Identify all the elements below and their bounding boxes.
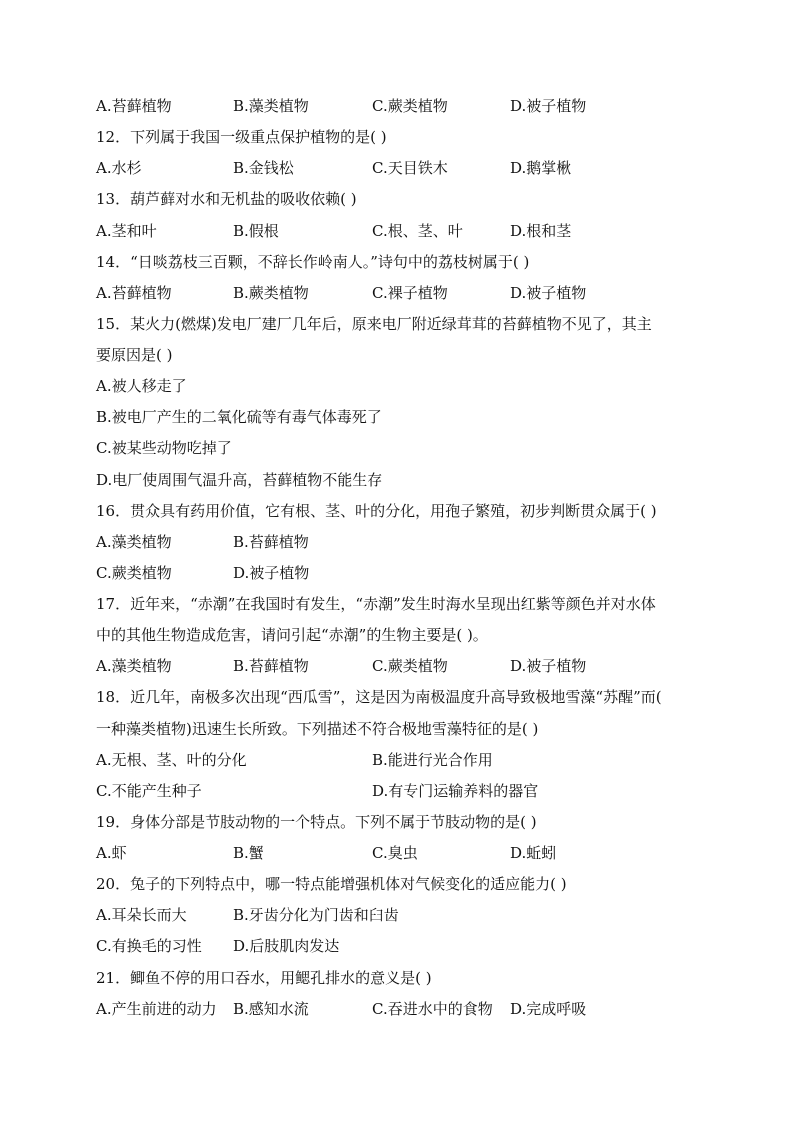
q12-option-c[interactable]: C.天目铁木 — [372, 159, 448, 177]
q13-option-d[interactable]: D.根和茎 — [510, 222, 572, 240]
q18-stem-line-1: 18．近几年，南极多次出现“西瓜雪”，这是因为南极温度升高导致极地雪藻“苏醒”而( — [96, 688, 662, 706]
q20-stem: 20．兔子的下列特点中，哪一特点能增强机体对气候变化的适应能力( ) — [96, 875, 567, 893]
q21-option-a[interactable]: A.产生前进的动力 — [96, 1000, 217, 1018]
q12-stem: 12．下列属于我国一级重点保护植物的是( ) — [96, 128, 387, 146]
q18-option-d[interactable]: D.有专门运输养料的器官 — [372, 782, 539, 800]
q14-stem: 14．“日啖荔枝三百颗，不辞长作岭南人。”诗句中的荔枝树属于( ) — [96, 253, 530, 271]
q21-option-c[interactable]: C.吞进水中的食物 — [372, 1000, 493, 1018]
q14-option-b[interactable]: B.蕨类植物 — [233, 284, 309, 302]
q13-option-c[interactable]: C.根、茎、叶 — [372, 222, 463, 240]
q21-option-d[interactable]: D.完成呼吸 — [510, 1000, 587, 1018]
q20-option-d[interactable]: D.后肢肌肉发达 — [233, 937, 340, 955]
q11-option-b[interactable]: B.藻类植物 — [233, 97, 309, 115]
q13-stem: 13．葫芦藓对水和无机盐的吸收依赖( ) — [96, 190, 357, 208]
q18-option-a[interactable]: A.无根、茎、叶的分化 — [96, 751, 247, 769]
q12-option-d[interactable]: D.鹅掌楸 — [510, 159, 572, 177]
q14-option-c[interactable]: C.裸子植物 — [372, 284, 448, 302]
q15-option-b[interactable]: B.被电厂产生的二氧化硫等有毒气体毒死了 — [96, 408, 382, 426]
q16-option-a[interactable]: A.藻类植物 — [96, 533, 172, 551]
q17-option-d[interactable]: D.被子植物 — [510, 657, 587, 675]
q18-option-b[interactable]: B.能进行光合作用 — [372, 751, 493, 769]
q17-option-c[interactable]: C.蕨类植物 — [372, 657, 448, 675]
q14-option-d[interactable]: D.被子植物 — [510, 284, 587, 302]
q20-option-b[interactable]: B.牙齿分化为门齿和臼齿 — [233, 906, 399, 924]
q19-option-d[interactable]: D.蚯蚓 — [510, 844, 557, 862]
q17-option-b[interactable]: B.苔藓植物 — [233, 657, 309, 675]
q19-stem: 19．身体分部是节肢动物的一个特点。下列不属于节肢动物的是( ) — [96, 813, 537, 831]
q17-option-a[interactable]: A.藻类植物 — [96, 657, 172, 675]
q19-option-c[interactable]: C.臭虫 — [372, 844, 418, 862]
q16-stem: 16．贯众具有药用价值，它有根、茎、叶的分化，用孢子繁殖，初步判断贯众属于( ) — [96, 502, 657, 520]
q15-stem-line-2: 要原因是( ) — [96, 346, 173, 364]
q16-option-b[interactable]: B.苔藓植物 — [233, 533, 309, 551]
q14-option-a[interactable]: A.苔藓植物 — [96, 284, 172, 302]
q21-option-b[interactable]: B.感知水流 — [233, 1000, 309, 1018]
q11-option-d[interactable]: D.被子植物 — [510, 97, 587, 115]
q11-option-a[interactable]: A.苔藓植物 — [96, 97, 172, 115]
q12-option-a[interactable]: A.水杉 — [96, 159, 142, 177]
q15-option-d[interactable]: D.电厂使周围气温升高，苔藓植物不能生存 — [96, 471, 383, 489]
q16-option-d[interactable]: D.被子植物 — [233, 564, 310, 582]
q18-stem-line-2: 一种藻类植物)迅速生长所致。下列描述不符合极地雪藻特征的是( ) — [96, 720, 539, 738]
q13-option-b[interactable]: B.假根 — [233, 222, 279, 240]
q15-option-a[interactable]: A.被人移走了 — [96, 377, 187, 395]
q12-option-b[interactable]: B.金钱松 — [233, 159, 294, 177]
q17-stem-line-2: 中的其他生物造成危害，请问引起“赤潮”的生物主要是( )。 — [96, 626, 488, 644]
q18-option-c[interactable]: C.不能产生种子 — [96, 782, 202, 800]
q20-option-a[interactable]: A.耳朵长而大 — [96, 906, 187, 924]
q20-option-c[interactable]: C.有换毛的习性 — [96, 937, 202, 955]
q21-stem: 21．鲫鱼不停的用口吞水，用鳃孔排水的意义是( ) — [96, 969, 432, 987]
q15-option-c[interactable]: C.被某些动物吃掉了 — [96, 439, 232, 457]
q15-stem-line-1: 15．某火力(燃煤)发电厂建厂几年后，原来电厂附近绿茸茸的苔藓植物不见了，其主 — [96, 315, 652, 333]
q11-option-c[interactable]: C.蕨类植物 — [372, 97, 448, 115]
q16-option-c[interactable]: C.蕨类植物 — [96, 564, 172, 582]
q17-stem-line-1: 17．近年来，“赤潮”在我国时有发生，“赤潮”发生时海水呈现出红紫等颜色并对水体 — [96, 595, 656, 613]
q19-option-b[interactable]: B.蟹 — [233, 844, 264, 862]
q19-option-a[interactable]: A.虾 — [96, 844, 127, 862]
q13-option-a[interactable]: A.茎和叶 — [96, 222, 157, 240]
